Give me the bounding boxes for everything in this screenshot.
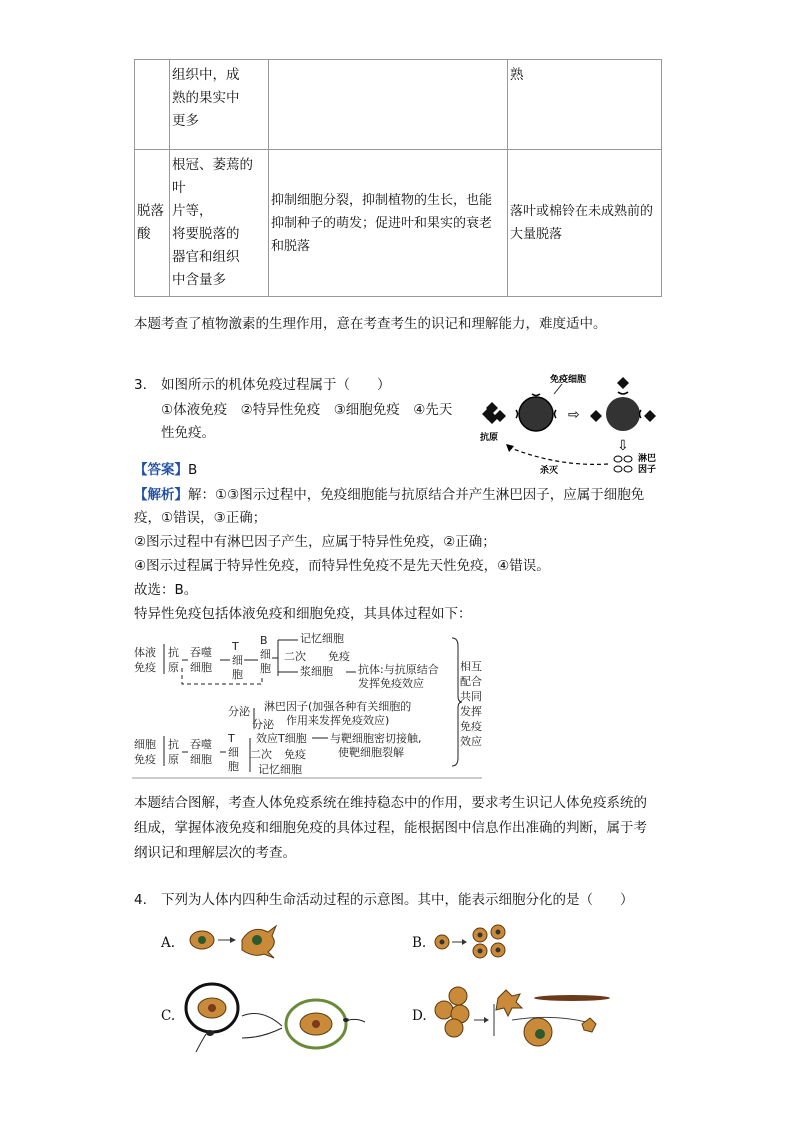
diagram-label: 发挥	[460, 705, 482, 718]
diagram-label: 发挥免疫效应	[358, 677, 424, 690]
diagram-label: 免疫	[284, 748, 306, 761]
diagram-label: B	[260, 634, 268, 647]
figure-label: 淋巴	[638, 454, 657, 464]
immune-cell-icon	[606, 397, 640, 431]
table-cell	[135, 60, 170, 150]
analysis-line: 疫，①错误，③正确；	[134, 510, 267, 526]
answer-tag: 【答案】	[134, 462, 188, 478]
diagram-label: 胞	[260, 662, 271, 675]
diagram-label: 分泌	[252, 718, 274, 731]
analysis-line: ④图示过程属于特异性免疫，而特异性免疫不是先天性免疫，④错误。	[134, 558, 550, 574]
table-cell: 熟	[508, 60, 662, 150]
diagram-label: 细	[232, 654, 243, 667]
summary-line: 本题结合图解，考查人体免疫系统在维持稳态中的作用，要求考生识记人体免疫系统的	[134, 795, 647, 811]
figure-label: 抗原	[480, 433, 499, 443]
figure-label: 因子	[638, 465, 657, 475]
summary-text: 本题考查了植物激素的生理作用，意在考查考生的识记和理解能力，难度适中。	[134, 316, 607, 332]
diagram-label: 免疫	[134, 753, 156, 766]
analysis-tag: 【解析】	[134, 487, 188, 503]
analysis-line: 【解析】解：①③图示过程中，免疫细胞能与抗原结合并产生淋巴因子，应属于细胞免	[134, 487, 645, 503]
diagram-label: 记忆细胞	[300, 632, 344, 645]
diagram-label: 细胞	[190, 661, 212, 674]
diagram-label: 记忆细胞	[258, 763, 302, 776]
diagram-label: 二次	[250, 748, 272, 761]
diagram-label: 浆细胞	[300, 665, 333, 678]
diagram-label: 配合	[460, 675, 482, 688]
option-d-image	[432, 984, 612, 1054]
table-row	[135, 60, 662, 150]
diagram-label: 抗体:与抗原结合	[358, 663, 439, 676]
diagram-label: 效应	[460, 735, 482, 748]
option-c-label: C.	[161, 1008, 176, 1024]
diagram-label: 体液	[134, 646, 156, 659]
table-cell	[269, 60, 508, 150]
option-b-label: B.	[412, 935, 427, 951]
diagram-label: 使靶细胞裂解	[338, 746, 404, 759]
diagram-label: 胞	[228, 760, 239, 773]
diagram-label: 吞噬	[190, 738, 212, 751]
table-cell: 抑制细胞分裂，抑制植物的生长，也能 抑制种子的萌发；促进叶和果实的衰老 和脱落	[269, 150, 508, 297]
summary-line: 纲识记和理解层次的考查。	[134, 845, 296, 861]
diagram-label: 共同	[460, 690, 482, 703]
lymphokine-icon	[614, 456, 632, 472]
diagram-label: 胞	[232, 668, 243, 681]
question-number: 4.	[134, 892, 147, 908]
question-number: 3.	[134, 377, 147, 393]
diagram-label: 与靶细胞密切接触,	[330, 732, 422, 745]
diagram-label: 原	[168, 661, 179, 674]
diagram-label: 相互	[460, 660, 482, 673]
option-c-image	[182, 978, 372, 1058]
diagram-label: 作用来发挥免疫效应)	[286, 714, 390, 727]
answer-value: B	[188, 462, 198, 478]
immune-flow-diagram	[132, 628, 487, 780]
table-cell: 落叶或棉铃在未成熟前的 大量脱落	[508, 150, 662, 297]
diagram-label: 效应T细胞	[256, 732, 307, 745]
diagram-label: 免疫	[328, 650, 350, 663]
diagram-label: 细胞	[190, 753, 212, 766]
diagram-label: 吞噬	[190, 646, 212, 659]
immune-figure	[478, 372, 668, 478]
hormone-table	[134, 59, 662, 297]
down-arrow-icon: ⇩	[617, 438, 629, 454]
question-stem: 如图所示的机体免疫过程属于（ ）	[161, 377, 391, 393]
question-stem: 下列为人体内四种生命活动过程的示意图。其中，能表示细胞分化的是（ ）	[161, 892, 634, 908]
option-a-image	[182, 920, 282, 960]
diagram-label: 免疫	[460, 720, 482, 733]
diagram-label: 抗	[168, 646, 179, 659]
diagram-label: 细	[228, 746, 239, 759]
option-a-label: A.	[161, 935, 176, 951]
question-options: ①体液免疫 ②特异性免疫 ③细胞免疫 ④先天	[161, 402, 453, 418]
diagram-label: 免疫	[134, 661, 156, 674]
table-row	[135, 150, 662, 297]
arrow-icon: ⇨	[568, 407, 580, 423]
diagram-label: 原	[168, 753, 179, 766]
diagram-label: 二次	[284, 650, 306, 663]
figure-label: 免疫细胞	[550, 375, 587, 385]
analysis-line: ②图示过程中有淋巴因子产生，应属于特异性免疫，②正确；	[134, 534, 496, 550]
table-cell: 组织中，成 熟的果实中 更多	[170, 60, 269, 150]
question-options: 性免疫。	[161, 425, 215, 441]
answer-line	[134, 459, 197, 481]
choose-line: 故选：B。	[134, 582, 198, 598]
diagram-label: 抗	[168, 738, 179, 751]
option-b-image	[432, 924, 522, 964]
diagram-label: T	[232, 640, 239, 653]
diagram-label: T	[228, 732, 235, 745]
option-d-label: D.	[412, 1008, 427, 1024]
table-cell: 脱落 酸	[135, 150, 170, 297]
antigen-icon	[482, 402, 506, 424]
diagram-label: 淋巴因子(加强各种有关细胞的	[264, 700, 412, 713]
figure-label: 杀灭	[540, 466, 559, 476]
intro-line: 特异性免疫包括体液免疫和细胞免疫，其具体过程如下：	[134, 606, 472, 622]
summary-line: 组成，掌握体液免疫和细胞免疫的具体过程，能根据图中信息作出准确的判断，属于考	[134, 820, 647, 836]
diagram-label: 细	[260, 648, 271, 661]
diagram-label: 细胞	[134, 738, 156, 751]
table-cell: 根冠、萎蔫的叶 片等， 将要脱落的 器官和组织 中含量多	[170, 150, 269, 297]
diagram-label: 分泌	[228, 705, 250, 718]
